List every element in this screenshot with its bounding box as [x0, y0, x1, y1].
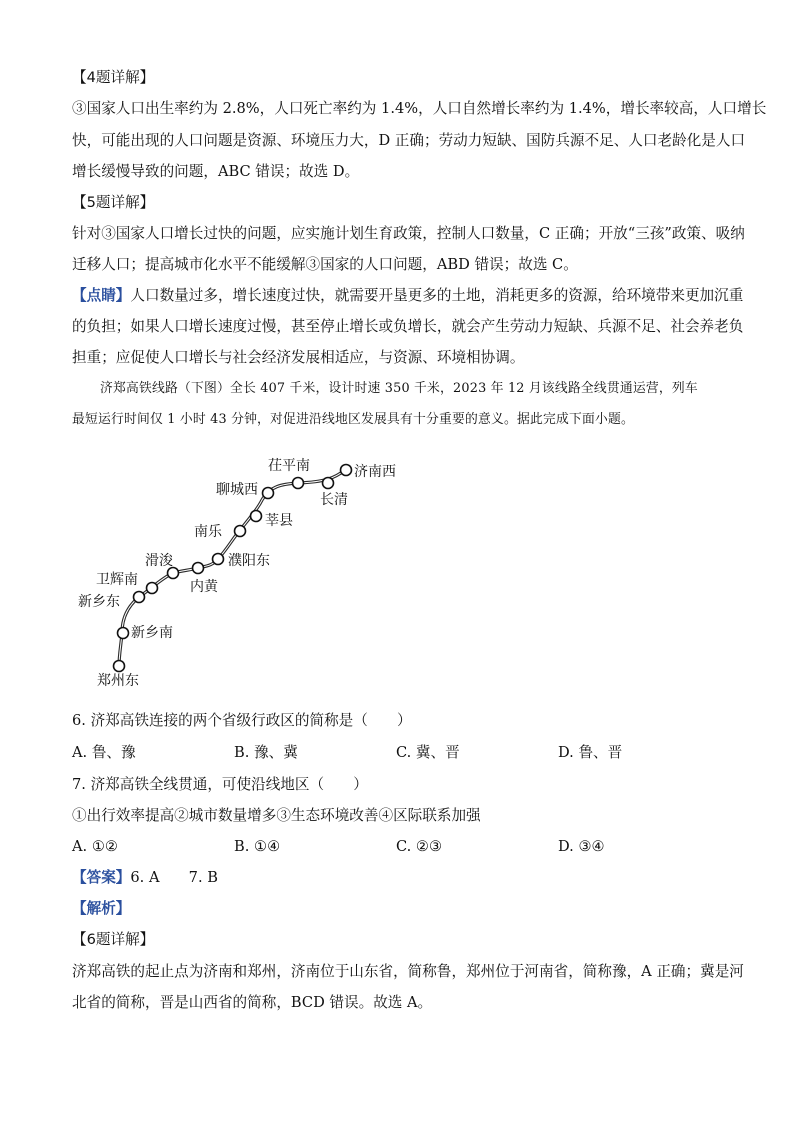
question-7-statements: ①出行效率提高②城市数量增多③生态环境改善④区际联系加强 — [72, 807, 481, 824]
q6-option-c[interactable]: C. 冀、晋 — [396, 744, 460, 761]
section-5-line-1: 针对③国家人口增长过快的问题，应实施计划生育政策，控制人口数量，C 正确；开放“三孩”政策、吸纳 — [72, 225, 745, 242]
question-7-stem: 7. 济郑高铁全线贯通，可使沿线地区（ ） — [72, 776, 368, 793]
q6-option-d[interactable]: D. 鲁、晋 — [558, 744, 623, 761]
answer-line — [72, 868, 218, 888]
tip-label: 【点睛】 — [72, 287, 131, 304]
station-marker — [251, 511, 262, 522]
station-label: 濮阳东 — [228, 553, 270, 569]
station-label: 新乡南 — [131, 625, 173, 641]
station-marker — [263, 488, 274, 499]
section-4-line-2: 快，可能出现的人口问题是资源、环境压力大，D 正确；劳动力短缺、国防兵源不足、人口老龄化是人口 — [72, 132, 746, 149]
station-marker — [323, 478, 334, 489]
station-marker — [293, 478, 304, 489]
station-marker — [118, 628, 129, 639]
intro-line-1: 济郑高铁线路（下图）全长 407 千米，设计时速 350 千米，2023 年 12 月该线路全线贯通运营，列车 — [100, 381, 698, 396]
tip-line-2: 的负担；如果人口增长速度过慢，甚至停止增长或负增长，就会产生劳动力短缺、兵源不足、社会养老负 — [72, 318, 744, 335]
q6-option-b[interactable]: B. 豫、冀 — [234, 744, 298, 761]
section-6-heading: 【6题详解】 — [72, 931, 155, 948]
station-marker — [147, 583, 158, 594]
station-label: 济南西 — [354, 464, 396, 480]
answer-label: 【答案】 — [72, 869, 131, 886]
station-label: 滑浚 — [145, 553, 173, 569]
station-label: 郑州东 — [97, 673, 139, 689]
analysis-label: 【解析】 — [72, 900, 131, 917]
tip-text-1: 人口数量过多，增长速度过快，就需要开垦更多的土地，消耗更多的资源，给环境带来更加沉重 — [130, 287, 744, 304]
tip-line-3: 担重；应促使人口增长与社会经济发展相适应，与资源、环境相协调。 — [72, 349, 525, 366]
section-4-line-1: ③国家人口出生率约为 2.8%，人口死亡率约为 1.4%，人口自然增长率约为 1.4%，增长率较高，人口增长 — [72, 100, 767, 117]
station-label: 内黄 — [190, 579, 218, 595]
q7-option-a[interactable]: A. ①② — [72, 838, 118, 855]
station-marker — [193, 563, 204, 574]
intro-line-2: 最短运行时间仅 1 小时 43 分钟，对促进沿线地区发展具有十分重要的意义。据此完成下面小题。 — [72, 412, 634, 427]
section-5-heading: 【5题详解】 — [72, 194, 155, 211]
tip-line-1 — [72, 286, 743, 306]
section-6-line-2: 北省的简称，晋是山西省的简称，BCD 错误。故选 A。 — [72, 994, 433, 1011]
station-label: 莘县 — [265, 513, 293, 529]
q7-option-c[interactable]: C. ②③ — [396, 838, 443, 855]
station-label: 新乡东 — [78, 594, 120, 610]
station-label: 长清 — [320, 492, 348, 508]
q6-option-a[interactable]: A. 鲁、豫 — [72, 744, 136, 761]
q7-option-b[interactable]: B. ①④ — [234, 838, 281, 855]
station-marker — [341, 465, 352, 476]
section-4-line-3: 增长缓慢导致的问题，ABC 错误；故选 D。 — [72, 163, 360, 180]
station-marker — [235, 526, 246, 537]
section-4-heading: 【4题详解】 — [72, 69, 155, 86]
q7-option-d[interactable]: D. ③④ — [558, 838, 605, 855]
answer-text: 6. A 7. B — [130, 869, 218, 886]
question-6-stem: 6. 济郑高铁连接的两个省级行政区的简称是（ ） — [72, 712, 412, 729]
station-marker — [213, 554, 224, 565]
station-label: 茌平南 — [268, 458, 310, 474]
rail-line-map — [0, 440, 794, 700]
station-marker — [168, 568, 179, 579]
station-marker — [134, 592, 145, 603]
station-marker — [114, 661, 125, 672]
station-label: 南乐 — [194, 524, 222, 540]
station-label: 卫辉南 — [96, 572, 138, 588]
section-5-line-2: 迁移人口；提高城市化水平不能缓解③国家的人口问题，ABD 错误；故选 C。 — [72, 256, 578, 273]
station-label: 聊城西 — [216, 482, 258, 498]
section-6-line-1: 济郑高铁的起止点为济南和郑州，济南位于山东省，简称鲁，郑州位于河南省，简称豫，A 正确；冀是河 — [72, 963, 744, 980]
